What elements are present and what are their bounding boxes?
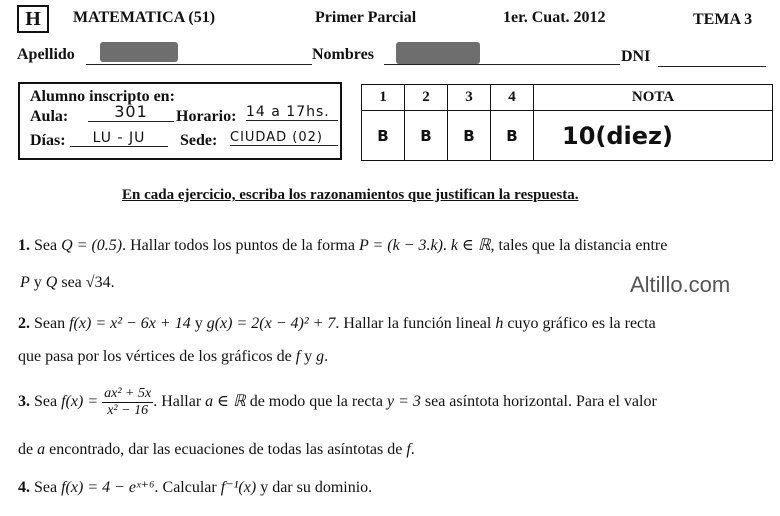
exercise-3-text: . <box>410 441 415 458</box>
grade-header-nota: NOTA <box>534 85 773 111</box>
grade-header-3: 3 <box>448 85 491 111</box>
exercise-3 <box>18 386 770 419</box>
exercise-2-text: cuyo gráfico es la recta <box>507 315 656 332</box>
sede-label: Sede: <box>180 132 218 149</box>
exercise-3-fraction-denominator: x² − 16 <box>107 403 149 418</box>
grades-table <box>361 84 773 161</box>
exercise-1-text: . <box>110 274 115 291</box>
exercise-2-text: y <box>194 315 203 332</box>
exercise-1-math: √34 <box>85 274 111 291</box>
exercise-1-text: , tales que la distancia entre <box>490 237 668 254</box>
exercise-2-math: f(x) = x² − 6x + 14 <box>69 315 191 332</box>
exercise-1-math: Q = (0.5) <box>61 237 123 254</box>
course-title: MATEMATICA (51) <box>73 9 216 26</box>
grade-value-3: B <box>448 111 491 161</box>
exercise-2-text: Sean <box>34 315 66 332</box>
exercise-2-math: g <box>316 348 325 365</box>
exercise-3-text: encontrado, dar las ecuaciones de todas las asíntotas de <box>49 441 403 458</box>
exercise-2-line-2 <box>18 347 328 367</box>
exercise-3-fraction <box>102 386 153 419</box>
exercise-1-math: P <box>20 274 30 291</box>
exercise-2-text: que pasa por los vértices de los gráficos de <box>18 348 292 365</box>
exercise-2-math: h <box>495 315 504 332</box>
grade-value-nota: 10(diez) <box>534 111 773 161</box>
horario-value: 14 a 17hs. <box>246 104 338 121</box>
apellido-label: Apellido <box>17 46 75 63</box>
exercise-1-text: . <box>442 237 447 254</box>
exercise-3-text: . Hallar <box>153 393 202 411</box>
exercise-1-text: y <box>33 274 42 291</box>
exercise-3-text: sea asíntota horizontal. Para el valor <box>424 393 657 411</box>
term-label: 1er. Cuat. 2012 <box>503 9 606 26</box>
apellido-redaction <box>100 42 178 62</box>
dni-field <box>658 48 766 67</box>
grade-value-4: B <box>491 111 534 161</box>
exercise-4-math: f⁻¹(x) <box>220 479 257 496</box>
exercise-3-line-2 <box>18 440 415 460</box>
exercise-2-number: 2. <box>18 315 30 332</box>
grade-value-2: B <box>405 111 448 161</box>
exercise-3-math: y = 3 <box>386 393 421 411</box>
enrollment-box <box>18 82 342 160</box>
exercise-1 <box>18 236 770 256</box>
grade-header-4: 4 <box>491 85 534 111</box>
exercise-1-text: . Hallar todos los puntos de la forma <box>122 237 355 254</box>
exercise-4 <box>18 478 770 498</box>
exercise-3-text: de modo que la recta <box>249 393 383 411</box>
exercise-1-text: sea <box>61 274 82 291</box>
exercise-1-number: 1. <box>18 237 30 254</box>
exercise-4-text: . Calcular <box>154 479 217 496</box>
exercise-3-math: f(x) = <box>61 393 99 411</box>
nombres-label: Nombres <box>312 46 374 63</box>
aula-label: Aula: <box>30 108 69 125</box>
exam-title: Primer Parcial <box>315 9 417 26</box>
exercise-2 <box>18 314 770 334</box>
exercise-1-math: P = (k − 3.k) <box>358 237 443 254</box>
exercise-2-math: f <box>295 348 301 365</box>
tema-label: TEMA 3 <box>693 11 753 28</box>
exercise-2-math: g(x) = 2(x − 4)² + 7 <box>206 315 336 332</box>
exercise-3-number: 3. <box>18 393 30 411</box>
aula-value: 301 <box>88 102 174 122</box>
enrollment-title: Alumno inscripto en: <box>30 88 175 105</box>
exercise-3-text: de <box>18 441 34 458</box>
grade-header-1: 1 <box>362 85 405 111</box>
instruction-text: En cada ejercicio, escriba los razonamientos que justifican la respuesta. <box>122 187 579 203</box>
exercise-1-line-2 <box>20 273 115 293</box>
exercise-3-fraction-numerator: ax² + 5x <box>104 386 152 401</box>
sede-value: CIUDAD (02) <box>230 130 338 146</box>
exercise-2-text: y <box>304 348 313 365</box>
tema-letter-box: H <box>17 5 49 33</box>
exercise-4-text: Sea <box>34 479 58 496</box>
grade-value-1: B <box>362 111 405 161</box>
grade-header-2: 2 <box>405 85 448 111</box>
horario-label: Horario: <box>176 108 237 125</box>
exercise-4-number: 4. <box>18 479 30 496</box>
dias-label: Días: <box>30 132 66 149</box>
exercise-3-math: a ∈ ℝ <box>205 393 246 411</box>
exercise-3-math: a <box>37 441 46 458</box>
watermark: Altillo.com <box>630 272 731 297</box>
exercise-2-text: . Hallar la función lineal <box>335 315 492 332</box>
nombres-redaction <box>396 42 480 64</box>
exercise-1-text: Sea <box>34 237 58 254</box>
exercise-4-math: f(x) = 4 − eˣ⁺⁶ <box>61 479 155 496</box>
exercise-1-math: k ∈ ℝ <box>450 237 491 254</box>
exercise-3-math: f <box>406 441 411 458</box>
dias-value: LU - JU <box>70 130 168 147</box>
exercise-1-math: Q <box>45 274 58 291</box>
exercise-2-text: . <box>324 348 329 365</box>
exercise-3-text: Sea <box>34 393 58 411</box>
dni-label: DNI <box>621 48 651 65</box>
exercise-4-text: y dar su dominio. <box>260 479 373 496</box>
